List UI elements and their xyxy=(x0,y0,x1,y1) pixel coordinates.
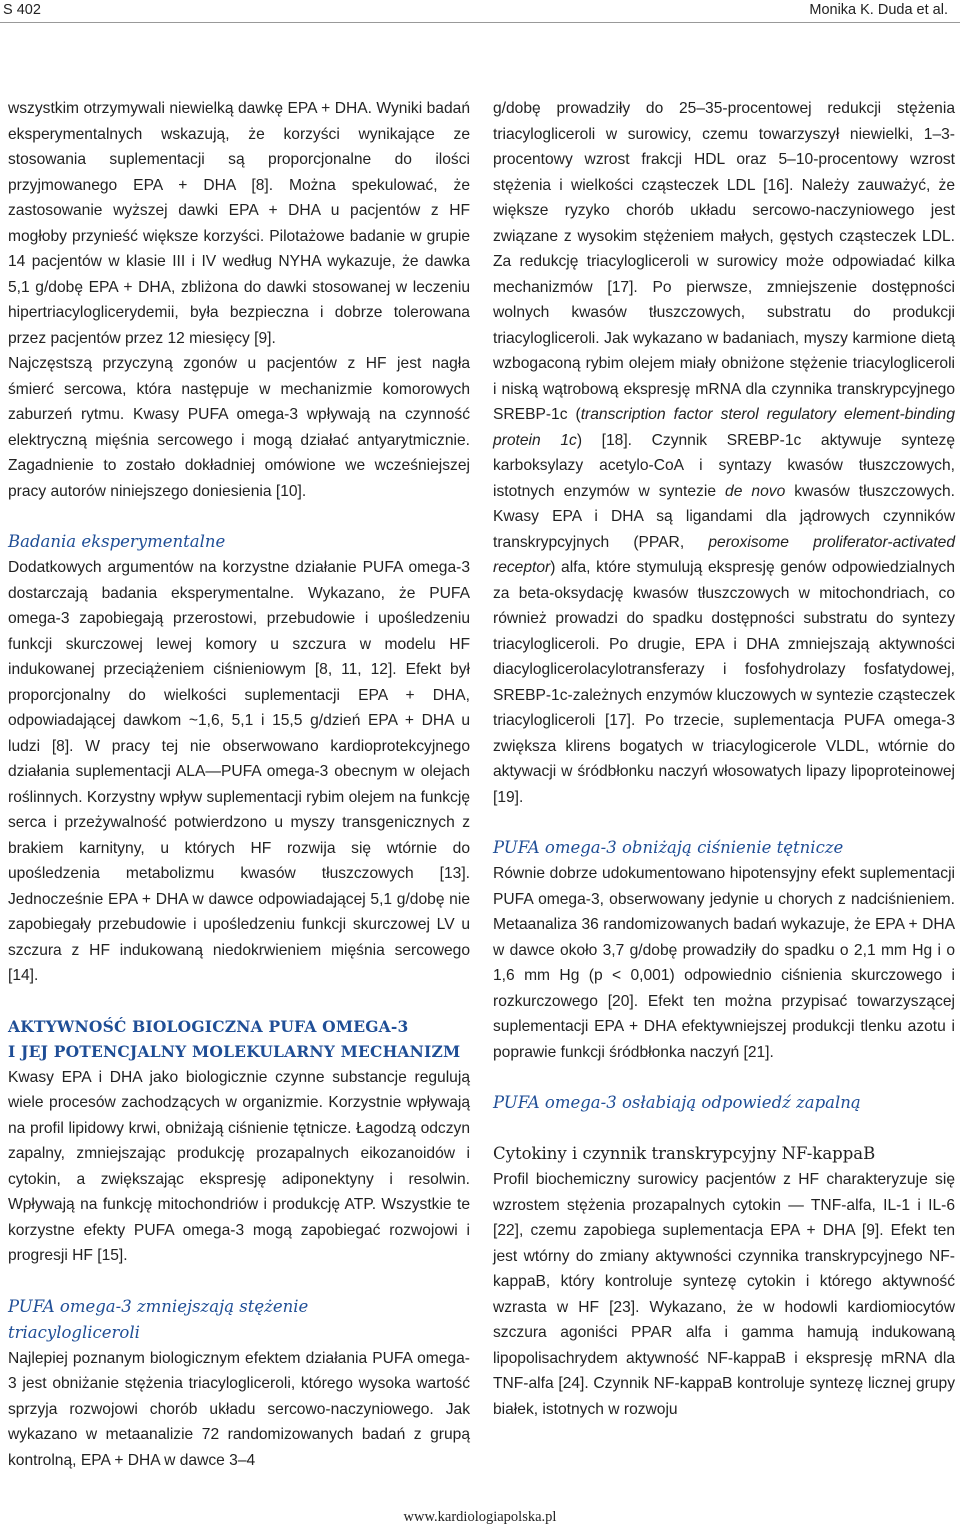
left-column xyxy=(8,96,470,1473)
running-authors: Monika K. Duda et al. xyxy=(809,2,948,18)
paragraph: Dodatkowych argumentów na korzystne działanie PUFA omega-3 dostarczają badania eksperymentalne. Wykazano, że PUFA omega-3 zapobiegają przerostowi, przebudowie i upośledzeniu funkcji skurczowej lewej komory u szczura w modelu HF indukowanej przeciążeniem ciśnieniowym [8, 11, 12]. Efekt był proporcjonalny do wielkości suplementacji EPA + DHA, odpowiadającej dawkom ~1,6, 5,1 i 15,5 g/dzień EPA + DHA u ludzi [8]. W pracy tej nie obserwowano kardioprotekcyjnego działania suplementacji ALA—PUFA omega-3 obecnym w olejach roślinnych. Korzystny wpływ suplementacji rybim olejem na funkcję serca i przeżywalność potwierdzono u myszy transgenicznych z brakiem karnityny, u których HF rozwija się wtórnie do upośledzenia metabolizmu kwasów tłuszczowych [13]. Jednocześnie EPA + DHA w dawce odpowiadającej 5,1 g/dobę nie zapobiegały przebudowie i upośledzeniu funkcji skurczowej LV u szczura z HF indukowaną niedokrwieniem mięśnia sercowego [14]. xyxy=(8,559,470,984)
heading-line: PUFA omega-3 zmniejszają stężenie xyxy=(8,1296,309,1316)
header-rule xyxy=(0,22,960,23)
text-run-italic: transcription factor sterol regulatory element-binding protein 1c xyxy=(493,406,955,449)
right-column xyxy=(493,96,955,1422)
paragraph: Najczęstszą przyczyną zgonów u pacjentów z HF jest nagła śmierć sercowa, która następuje w mechanizmie komorowych zaburzeń rytmu. Kwasy PUFA omega-3 wpływają na czynność elektryczną mięśnia sercowego i mogą działać antyarytmicznie. Zagadnienie to zostało dokładniej omówione we wcześniejszej pracy autorów niniejszego doniesienia [10]. xyxy=(8,355,470,500)
paragraph: Profil biochemiczny surowicy pacjentów z HF charakteryzuje się wzrostem stężenia prozapalnych cytokin — TNF-alfa, IL-1 i IL-6 [22], czemu zapobiega suplementacja EPA + DHA [9]. Efekt ten jest wtórny do zmiany aktywności czynnika transkrypcyjnego NF-kappaB, który kontroluje syntezę cytokin i którego aktywność wzrasta w HF [23]. Wykazano, że w hodowli kardiomiocytów szczura agoniści PPAR alfa i gamma hamują indukowaną lipopolisachrydem aktywność NF-kappaB i ekspresję mRNA dla TNF-alfa [24]. Czynnik NF-kappaB kontroluje syntezę licznej grupy białek, istotnych w rozwoju xyxy=(493,1171,955,1418)
heading-line: AKTYWNOŚĆ BIOLOGICZNA PUFA OMEGA-3 xyxy=(8,1016,409,1036)
section-heading: Badania eksperymentalne xyxy=(8,532,226,551)
section-heading: PUFA omega-3 obniżają ciśnienie tętnicze xyxy=(493,838,844,857)
page-header xyxy=(0,0,960,20)
footer-url: www.kardiologiapolska.pl xyxy=(403,1509,557,1525)
section-heading xyxy=(8,1294,470,1346)
paragraph xyxy=(493,96,955,810)
paragraph: Równie dobrze udokumentowano hipotensyjny efekt suplementacji PUFA omega-3, obserwowany jedynie u chorych z nadciśnieniem. Metaanaliza 36 randomizowanych badań wykazuje, że EPA + DHA w dawce około 3,7 g/dobę prowadziły do spadku o 2,1 mm Hg i o 1,6 mm Hg (p < 0,001) odpowiednio ciśnienia skurczowego i rozkurczowego [20]. Efekt ten można przypisać towarzyszącej suplementacji EPA + DHA efektywniejszej produkcji tlenku azotu i poprawie funkcji śródbłonka naczyń [21]. xyxy=(493,865,955,1061)
paragraph: Kwasy EPA i DHA jako biologicznie czynne substancje regulują wiele procesów zachodzących w organizmie. Korzystnie wpływają na profil lipidowy krwi, obniżają ciśnienie tętnicze. Łagodzą odczyn zapalny, zmniejszając produkcję prozapalnych eikozanoidów i cytokin, a zwiększając ekspresję adiponektyny i resolwin. Wpływają na funkcję mitochondriów i produkcję ATP. Wszystkie te korzystne efekty PUFA omega-3 mogą zapobiegać rozwojowi i progresji HF [15]. xyxy=(8,1068,470,1264)
text-run: ) alfa, które stymulują ekspresję genów odpowiedzialnych za beta-oksydację kwasów tłuszczowych w mitochondriach, co również prowadzi do spadku dostępności substratu do syntezy triacylogliceroli. Po drugie, EPA i DHA zmniejszają aktywności diacyloglicerolacylotransferazy i fosfohydrolazy fosfatydowej, SREBP-1c-zależnych enzymów kluczowych w syntezie cząsteczek triacylogliceroli [17]. Po trzecie, suplementacja PUFA omega-3 zwiększa klirens bogatych w triacylogicerole VLDL, wtórnie do aktywacji w śródbłonku naczyń włosowatych lipazy lipoproteinowej [19]. xyxy=(493,559,955,806)
text-run: kwasów tłuszczowych. Kwasy EPA i DHA są ligandami dla jądrowych czynników transkrypcyjnych (PPAR, xyxy=(493,482,955,551)
text-run-italic: de novo xyxy=(725,482,786,500)
subsection-heading: Cytokiny i czynnik transkrypcyjny NF-kappaB xyxy=(493,1144,876,1163)
text-run-italic: peroxisome proliferator-activated receptor xyxy=(493,533,955,576)
section-heading xyxy=(8,1014,470,1065)
text-run: ) [18]. Czynnik SREBP-1c aktywuje syntezę karboksylazy acetylo-CoA i syntazy kwasów tłuszczowych, istotnych enzymów w syntezie xyxy=(493,431,955,500)
heading-line: I JEJ POTENCJALNY MOLEKULARNY MECHANIZM xyxy=(8,1042,461,1061)
paragraph: Najlepiej poznanym biologicznym efektem działania PUFA omega-3 jest obniżanie stężenia triacylogliceroli, którego wysoka wartość sprzyja rozwojowi chorób układu sercowo-naczyniowego. Jak wykazano w metaanalizie 72 randomizowanych badań z grupą kontrolną, EPA + DHA w dawce 3–4 xyxy=(8,1349,470,1469)
paragraph: wszystkim otrzymywali niewielką dawkę EPA + DHA. Wyniki badań eksperymentalnych wskazują, że korzyści wynikające ze stosowania suplementacji są proporcjonalne do ilości przyjmowanego EPA + DHA [8]. Można spekulować, że zastosowanie wyższej dawki EPA + DHA u pacjentów z HF mogłoby przynieść większe korzyści. Pilotażowe badanie w grupie 14 pacjentów w klasie III i IV według NYHA wykazuje, że dawka 5,1 g/dobę EPA + DHA, zbliżona do dawki stosowanej w leczeniu hipertriacyloglicerydemii, była bezpieczna i dobrze tolerowana przez pacjentów przez 12 miesięcy [9]. xyxy=(8,100,470,347)
text-run: g/dobę prowadziły do 25–35-procentowej redukcji stężenia triacylogliceroli w surowicy, czemu towarzyszył niewielki, 1–3-procentowy wzrost frakcji HDL oraz 5–10-procentowy wzrost stężenia i wielkości cząsteczek LDL [16]. Należy zauważyć, że większe ryzyko chorób układu sercowo-naczyniowego jest związane z wysokim stężeniem małych, gęstych cząsteczek LDL. Za redukcję triacylogliceroli w surowicy może odpowiadać kilka mechanizmów [17]. Po pierwsze, zmniejszenie dostępności wolnych kwasów tłuszczowych, substratu do produkcji triacylogliceroli. Jak wykazano w badaniach, myszy karmione dietą wzbogaconą rybim olejem miały obniżone stężenie triacylogliceroli i niską wątrobową ekspresję mRNA dla czynnika transkrypcyjnego SREBP-1c ( xyxy=(493,100,955,423)
heading-line: triacylogliceroli xyxy=(8,1322,140,1342)
page-number: S 402 xyxy=(3,2,41,18)
section-heading: PUFA omega-3 osłabiają odpowiedź zapalną xyxy=(493,1093,861,1112)
